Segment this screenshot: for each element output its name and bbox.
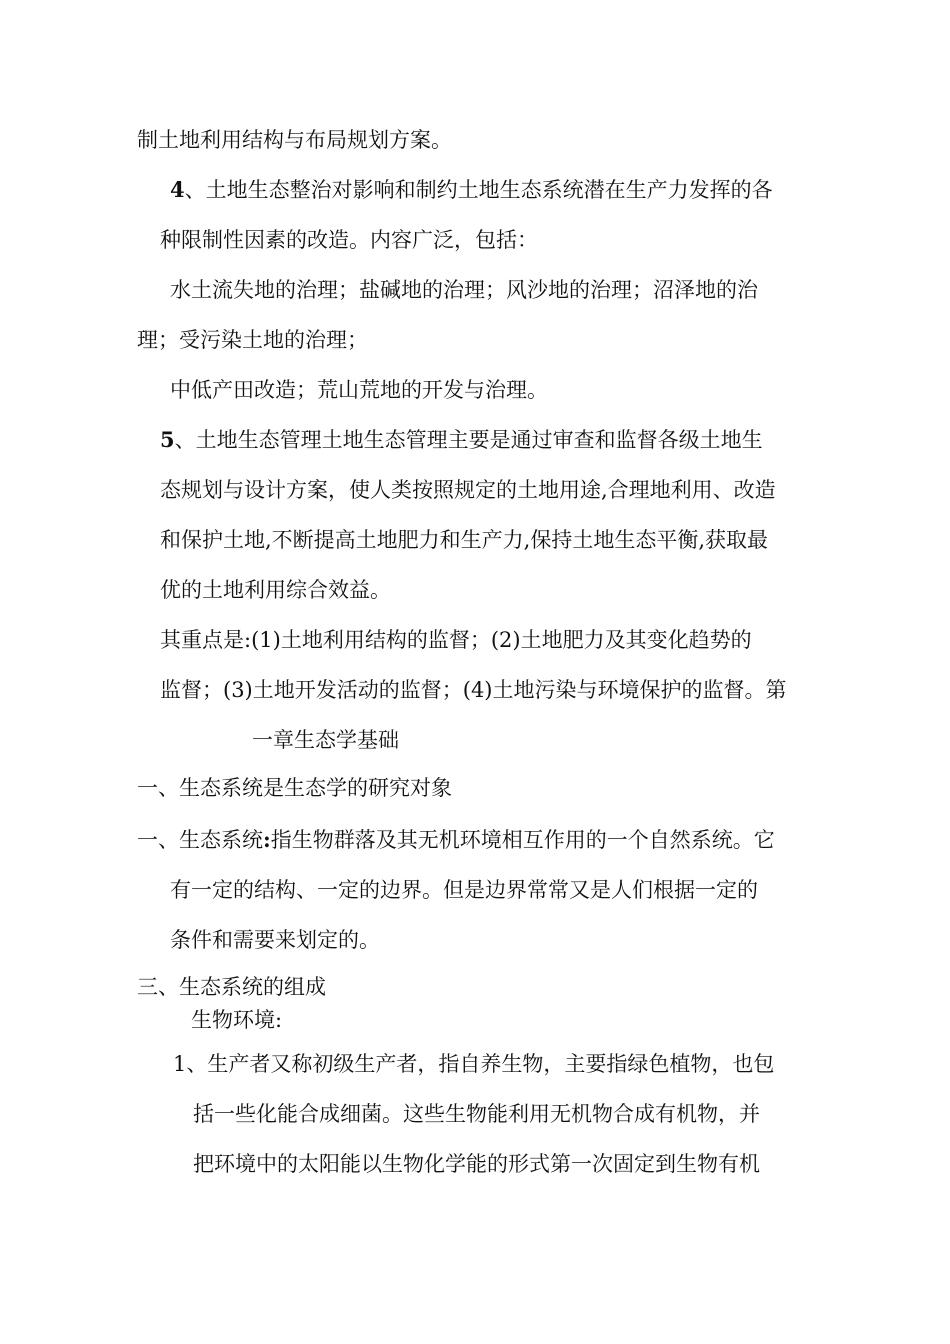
text-line: 监督；(3)土地开发活动的监督；(4)土地污染与环境保护的监督。第 [160, 678, 787, 702]
text-line: 其重点是:(1)土地利用结构的监督；(2)土地肥力及其变化趋势的 [160, 628, 752, 652]
text-line: 、土地生态整治对影响和制约土地生态系统潜在生产力发挥的各 [184, 178, 773, 202]
numbered-paragraph-4 [170, 176, 773, 204]
text-line: 括一些化能合成细菌。这些生物能利用无机物合成有机物，并 [193, 1102, 760, 1126]
item-number: 4 [170, 177, 185, 202]
subheading: 生物环境: [191, 1008, 283, 1032]
text-line: 1、生产者又称初级生产者，指自养生物，主要指绿色植物，也包 [173, 1052, 775, 1076]
term-colon: : [263, 827, 271, 852]
text-line: 理；受污染土地的治理； [137, 328, 368, 352]
text-line: 态规划与设计方案，使人类按照规定的土地用途,合理地利用、改造 [160, 478, 776, 502]
text-line: 指生物群落及其无机环境相互作用的一个自然系统。它 [270, 828, 775, 852]
text-line: 中低产田改造；荒山荒地的开发与治理。 [170, 378, 548, 402]
text-line: 有一定的结构、一定的边界。但是边界常常又是人们根据一定的 [170, 878, 758, 902]
chapter-title: 一章生态学基础 [252, 728, 399, 752]
definition-line [137, 826, 775, 854]
text-line: 种限制性因素的改造。内容广泛，包括： [160, 228, 538, 252]
text-line: 优的土地利用综合效益。 [160, 578, 391, 602]
text-line: 条件和需要来划定的。 [170, 928, 380, 952]
term: 一、生态系统 [137, 828, 263, 852]
text-line: 水土流失地的治理；盐碱地的治理；风沙地的治理；沼泽地的治 [170, 278, 758, 302]
text-line: 和保护土地,不断提高土地肥力和生产力,保持土地生态平衡,获取最 [160, 528, 769, 552]
numbered-paragraph-5 [160, 426, 763, 454]
section-heading: 一、生态系统是生态学的研究对象 [137, 776, 452, 800]
section-heading: 三、生态系统的组成 [137, 975, 326, 999]
text-line: 把环境中的太阳能以生物化学能的形式第一次固定到生物有机 [193, 1152, 760, 1176]
text-line: 、土地生态管理土地生态管理主要是通过审查和监督各级土地生 [174, 428, 763, 452]
text-line: 制土地利用结构与布局规划方案。 [137, 128, 452, 152]
item-number: 5 [160, 427, 175, 452]
